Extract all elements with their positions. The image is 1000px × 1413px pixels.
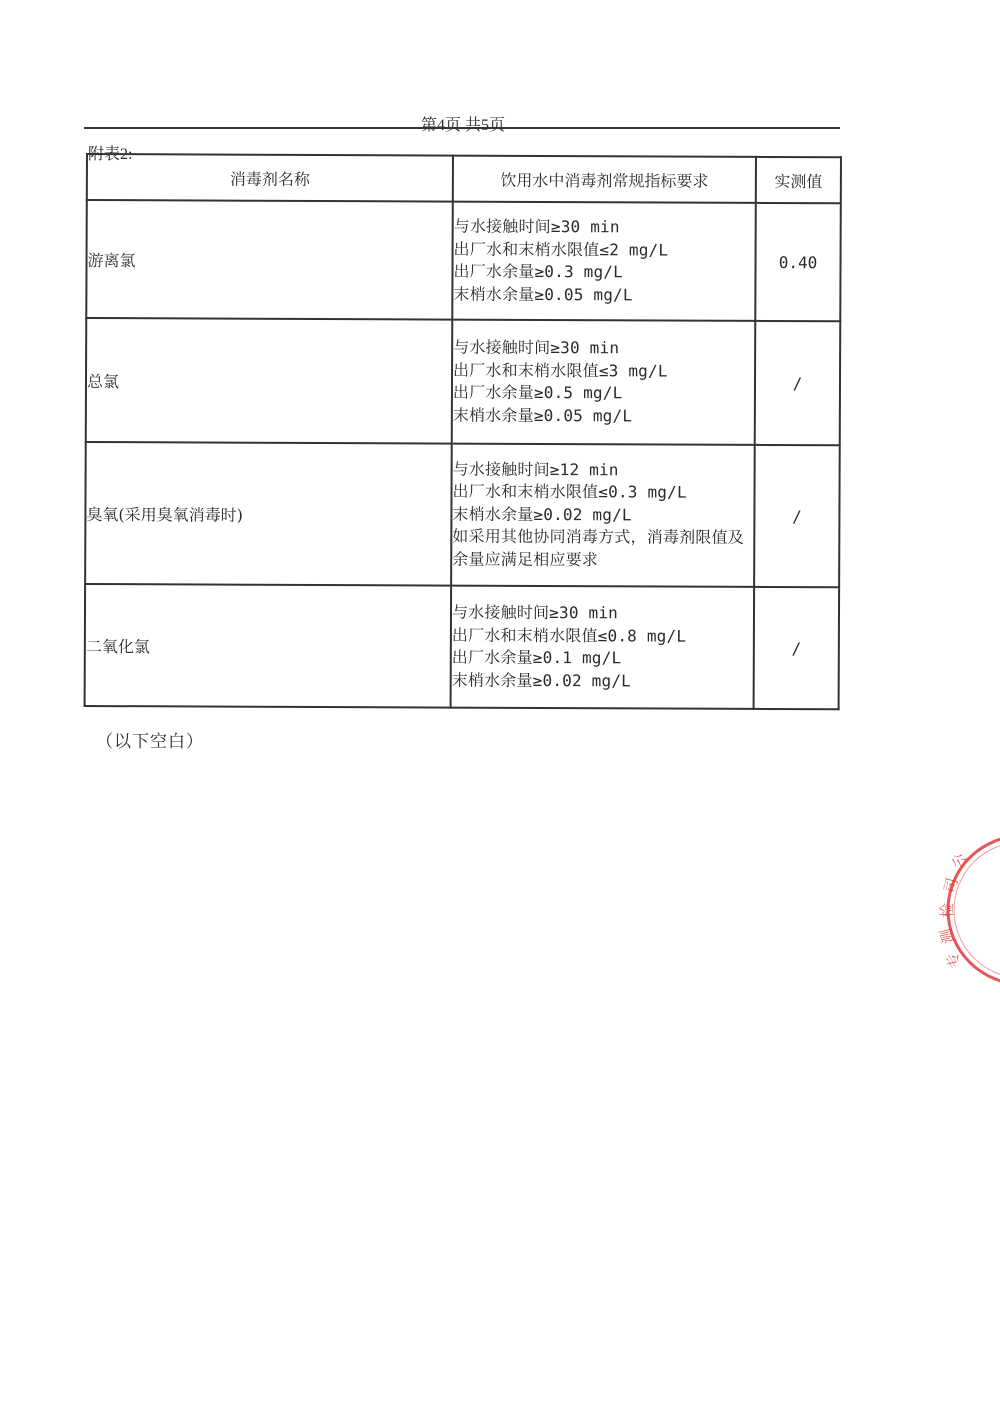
requirement-cell	[451, 444, 755, 587]
requirement-line: 与水接触时间≥30 min	[453, 337, 620, 358]
header-rule	[84, 127, 840, 129]
svg-text:测: 测	[936, 926, 958, 946]
requirement-line: 出厂水和末梢水限值≤2 mg/L	[453, 239, 669, 260]
table-row	[85, 584, 840, 709]
table-row	[86, 200, 841, 321]
page-number: 第4页 共5页	[420, 117, 505, 134]
svg-text:专: 专	[942, 948, 966, 971]
measured-value-cell: /	[754, 445, 840, 587]
footer-note: （以下空白）	[96, 732, 204, 752]
measured-value-cell: 0.40	[755, 203, 841, 321]
svg-text:司: 司	[940, 875, 962, 896]
table-row	[85, 442, 840, 587]
requirement-line: 出厂水余量≥0.1 mg/L	[451, 647, 622, 668]
disinfectant-table	[84, 153, 842, 710]
requirement-line: 如采用其他协同消毒方式，消毒剂限值及余量应满足相应要求	[452, 526, 744, 569]
svg-text:公: 公	[947, 849, 971, 872]
requirement-line: 末梢水余量≥0.05 mg/L	[452, 405, 633, 425]
inspection-seal	[930, 830, 1000, 990]
requirement-cell	[451, 586, 755, 709]
seal-stamp-icon	[930, 830, 1000, 990]
disinfectant-name-cell: 二氧化氯	[85, 584, 452, 708]
requirement-line: 末梢水余量≥0.05 mg/L	[453, 284, 633, 304]
measured-value-cell: /	[754, 587, 840, 709]
disinfectant-name-cell: 总氯	[86, 318, 453, 444]
svg-text:检: 检	[938, 902, 956, 918]
requirement-line: 与水接触时间≥12 min	[452, 459, 619, 480]
table-row	[86, 318, 841, 445]
header-disinfectant-name: 消毒剂名称	[87, 154, 453, 202]
requirement-line: 与水接触时间≥30 min	[453, 216, 620, 237]
header-requirement: 饮用水中消毒剂常规指标要求	[453, 156, 756, 203]
requirement-line: 与水接触时间≥30 min	[451, 602, 619, 623]
table-header-row	[87, 154, 841, 203]
requirement-line: 出厂水和末梢水限值≤3 mg/L	[453, 360, 668, 381]
header-measured-value: 实测值	[756, 157, 841, 203]
requirement-line: 末梢水余量≥0.02 mg/L	[452, 504, 632, 525]
requirement-cell	[452, 202, 756, 321]
appendix-label: 附表2:	[88, 146, 133, 163]
disinfectant-name-cell: 臭氧(采用臭氧消毒时)	[85, 442, 452, 586]
requirement-line: 出厂水余量≥0.3 mg/L	[453, 261, 624, 282]
requirement-line: 出厂水和末梢水限值≤0.3 mg/L	[452, 481, 687, 502]
requirement-line: 末梢水余量≥0.02 mg/L	[451, 670, 632, 690]
requirement-line: 出厂水和末梢水限值≤0.8 mg/L	[451, 625, 687, 646]
disinfectant-name-cell: 游离氯	[86, 200, 453, 320]
requirement-cell	[452, 320, 756, 445]
requirement-line: 出厂水余量≥0.5 mg/L	[452, 382, 623, 403]
measured-value-cell: /	[755, 321, 841, 445]
